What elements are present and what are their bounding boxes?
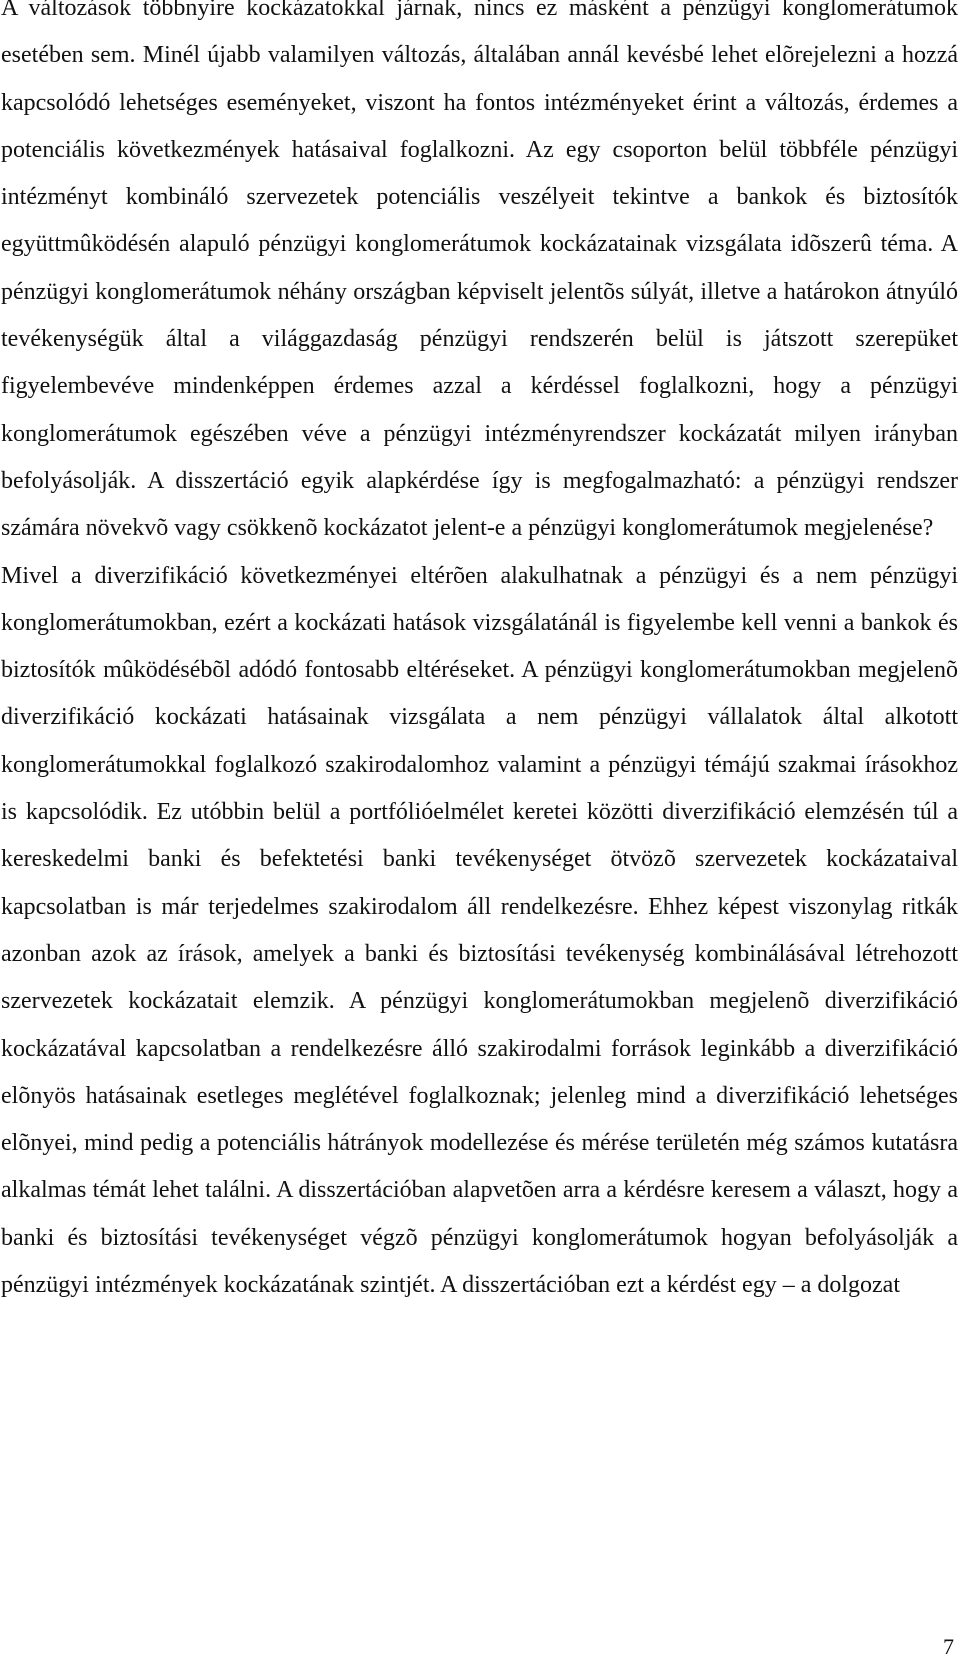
paragraph-2: Mivel a diverzifikáció következményei eltérõen alakulhatnak a pénzügyi és a nem pénzügyi konglomerátumokban, ezért a kockázati hatások vizsgálatánál is figyelembe kell venni a bankok és biztosítók mûködésébõl adódó fontosabb eltéréseket. A pénzügyi konglomerátumokban megjelenõ diverzifikáció kockázati hatásainak vizsgálata a nem pénzügyi vállalatok által alkotott konglomerátumokkal foglalkozó szakirodalomhoz valamint a pénzügyi témájú szakmai írásokhoz is kapcsolódik. Ez utóbbin belül a portfólióelmélet keretei közötti diverzifikáció elemzésén túl a kereskedelmi banki és befektetési banki tevékenységet ötvözõ szervezetek kockázataival kapcsolatban is már terjedelmes szakirodalom áll rendelkezésre. Ehhez képest viszonylag ritkák azonban azok az írások, amelyek a banki és biztosítási tevékenység kombinálásával létrehozott szervezetek kockázatait elemzik. A pénzügyi konglomerátumokban megjelenõ diverzifikáció kockázatával kapcsolatban a rendelkezésre álló szakirodalmi források leginkább a diverzifikáció elõnyös hatásainak esetleges meglétével foglalkoznak; jelenleg mind a diverzifikáció lehetséges elõnyei, mind pedig a potenciális hátrányok modellezése és mérése területén még számos kutatásra alkalmas témát lehet találni. A disszertációban alapvetõen arra a kérdésre keresem a választ, hogy a banki és biztosítási tevékenységet végzõ pénzügyi konglomerátumok hogyan befolyásolják a pénzügyi intézmények kockázatának szintjét. A disszertációban ezt a kérdést egy – a dolgozat <box>1 562 958 1299</box>
body-text <box>1 0 958 1309</box>
paragraph-1: A változások többnyire kockázatokkal járnak, nincs ez másként a pénzügyi konglomerátumok esetében sem. Minél újabb valamilyen változás, általában annál kevésbé lehet elõrejelezni a hozzá kapcsolódó lehetséges eseményeket, viszont ha fontos intézményeket érint a változás, érdemes a potenciális következmények hatásaival foglalkozni. Az egy csoporton belül többféle pénzügyi intézményt kombináló szervezetek potenciális veszélyeit tekintve a bankok és biztosítók együttmûködésén alapuló pénzügyi konglomerátumok kockázatainak vizsgálata idõszerû téma. A pénzügyi konglomerátumok néhány országban képviselt jelentõs súlyát, illetve a határokon átnyúló tevékenységük által a világgazdaság pénzügyi rendszerén belül is játszott szerepüket figyelembevéve mindenképpen érdemes azzal a kérdéssel foglalkozni, hogy a pénzügyi konglomerátumok egészében véve a pénzügyi intézményrendszer kockázatát milyen irányban befolyásolják. A disszertáció egyik alapkérdése így is megfogalmazható: a pénzügyi rendszer számára növekvõ vagy csökkenõ kockázatot jelent-e a pénzügyi konglomerátumok megjelenése? <box>1 0 958 542</box>
page-number: 7 <box>943 1634 954 1659</box>
